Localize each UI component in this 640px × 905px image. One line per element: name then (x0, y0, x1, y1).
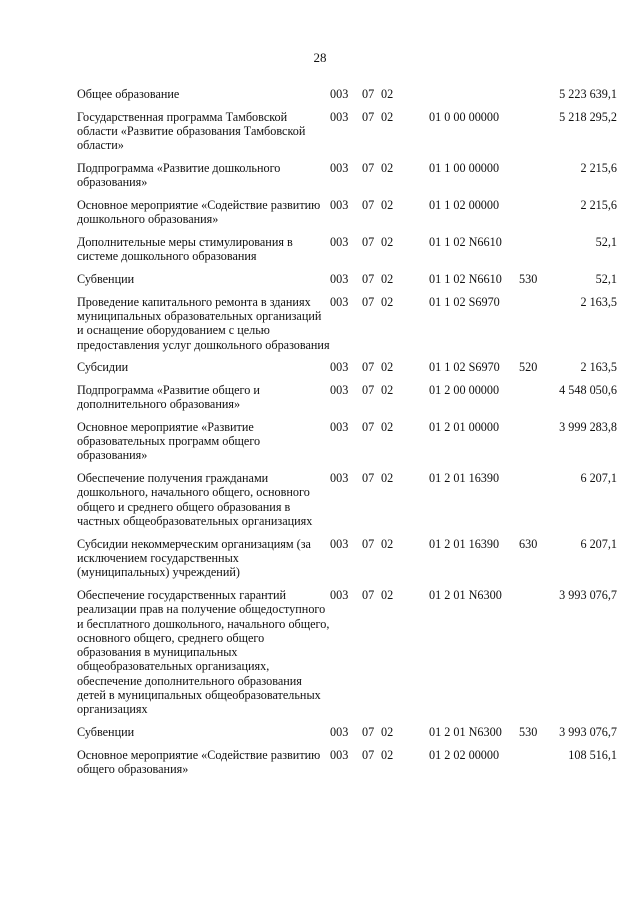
row-subsection-code: 02 (381, 234, 394, 249)
row-section-code: 07 (362, 725, 375, 740)
row-ministry-code: 003 (330, 197, 349, 212)
row-amount: 6 207,1 (580, 471, 617, 486)
table-row (77, 272, 622, 286)
table-row (77, 360, 622, 374)
row-section-code: 07 (362, 271, 375, 286)
row-name: Основное мероприятие «Развитие образовательных программ общего образования» (77, 419, 261, 463)
row-section-code: 07 (362, 419, 375, 434)
row-section-code: 07 (362, 588, 375, 602)
row-ministry-code: 003 (330, 536, 349, 551)
table-row (77, 537, 622, 580)
row-ministry-code: 003 (330, 271, 349, 286)
row-subsection-code: 02 (381, 360, 394, 375)
row-ministry-code: 003 (330, 419, 349, 434)
row-subsection-code: 02 (381, 747, 394, 762)
row-amount: 108 516,1 (568, 747, 617, 762)
budget-table (77, 87, 622, 785)
row-name: Основное мероприятие «Содействие развитию дошкольного образования» (77, 197, 321, 227)
row-amount: 2 215,6 (580, 197, 617, 212)
row-amount: 3 993 076,7 (559, 588, 617, 602)
row-expense-type: 630 (519, 536, 538, 551)
row-target-code: 01 1 02 S6970 (429, 294, 500, 309)
row-target-code: 01 2 01 16390 (429, 536, 500, 551)
row-target-code: 01 1 02 S6970 (429, 360, 500, 375)
row-target-code: 01 1 02 N6610 (429, 271, 502, 286)
row-expense-type: 530 (519, 271, 538, 286)
page-number: 28 (313, 50, 327, 65)
table-row (77, 87, 622, 101)
row-expense-type: 530 (519, 725, 538, 740)
row-amount: 2 163,5 (580, 294, 617, 309)
row-amount: 3 993 076,7 (559, 725, 617, 740)
row-expense-type: 520 (519, 360, 538, 375)
row-name: Субвенции (77, 271, 135, 286)
row-target-code: 01 1 02 00000 (429, 197, 500, 212)
row-amount: 4 548 050,6 (559, 382, 617, 397)
row-subsection-code: 02 (381, 588, 394, 602)
row-target-code: 01 0 00 00000 (429, 109, 500, 124)
row-subsection-code: 02 (381, 725, 394, 740)
row-subsection-code: 02 (381, 294, 394, 309)
row-name: Проведение капитального ремонта в зданиях муниципальных образовательных организаций и оснащение оборудованием с целью предоставления услуг дошкольного образования (77, 294, 330, 352)
row-ministry-code: 003 (330, 382, 349, 397)
row-subsection-code: 02 (381, 271, 394, 286)
row-name: Государственная программа Тамбовской области «Развитие образования Тамбовской области» (77, 109, 306, 153)
row-amount: 2 163,5 (580, 360, 617, 375)
row-amount: 6 207,1 (580, 536, 617, 551)
row-name: Обеспечение получения гражданами дошкольного, начального общего, основного общего и среднего общего образования в частных общеобразовательных организациях (77, 471, 313, 529)
table-row (77, 588, 622, 717)
row-target-code: 01 2 01 00000 (429, 419, 500, 434)
row-target-code: 01 2 01 N6300 (429, 588, 502, 602)
table-row (77, 235, 622, 264)
table-row (77, 161, 622, 190)
row-ministry-code: 003 (330, 588, 349, 602)
row-section-code: 07 (362, 294, 375, 309)
table-row (77, 110, 622, 153)
row-target-code: 01 1 02 N6610 (429, 234, 502, 249)
row-section-code: 07 (362, 197, 375, 212)
table-row (77, 198, 622, 227)
row-name: Обеспечение государственных гарантий реализации прав на получение общедоступного и бесплатного дошкольного, начального общего, основного общего, среднего общего образования в муниципальных общеобразовательных организациях, обеспечение дополнительного образования детей в муниципальных общеобразовательных организациях (77, 588, 330, 717)
row-section-code: 07 (362, 234, 375, 249)
row-name: Подпрограмма «Развитие общего и дополнительного образования» (77, 382, 260, 412)
row-section-code: 07 (362, 87, 375, 101)
row-subsection-code: 02 (381, 109, 394, 124)
row-name: Общее образование (77, 87, 180, 101)
table-row (77, 725, 622, 739)
row-section-code: 07 (362, 382, 375, 397)
row-target-code: 01 2 02 00000 (429, 747, 500, 762)
row-subsection-code: 02 (381, 471, 394, 486)
row-target-code: 01 1 00 00000 (429, 160, 500, 175)
row-subsection-code: 02 (381, 87, 394, 101)
row-section-code: 07 (362, 471, 375, 486)
row-ministry-code: 003 (330, 747, 349, 762)
row-name: Дополнительные меры стимулирования в системе дошкольного образования (77, 234, 293, 264)
row-name: Подпрограмма «Развитие дошкольного образования» (77, 160, 281, 190)
row-target-code: 01 2 01 N6300 (429, 725, 502, 740)
table-row (77, 295, 622, 352)
row-section-code: 07 (362, 360, 375, 375)
table-row (77, 748, 622, 777)
row-ministry-code: 003 (330, 160, 349, 175)
row-section-code: 07 (362, 109, 375, 124)
row-ministry-code: 003 (330, 87, 349, 101)
row-amount: 52,1 (595, 234, 617, 249)
row-subsection-code: 02 (381, 382, 394, 397)
row-subsection-code: 02 (381, 197, 394, 212)
row-amount: 3 999 283,8 (559, 419, 617, 434)
row-name: Субвенции (77, 725, 135, 740)
row-amount: 52,1 (595, 271, 617, 286)
row-subsection-code: 02 (381, 419, 394, 434)
row-name: Субсидии некоммерческим организациям (за исключением государственных (муниципальных) учреждений) (77, 536, 311, 580)
table-row (77, 471, 622, 528)
row-ministry-code: 003 (330, 294, 349, 309)
row-amount: 5 223 639,1 (559, 87, 617, 101)
row-subsection-code: 02 (381, 536, 394, 551)
row-ministry-code: 003 (330, 360, 349, 375)
row-target-code: 01 2 00 00000 (429, 382, 500, 397)
row-ministry-code: 003 (330, 471, 349, 486)
row-amount: 5 218 295,2 (559, 109, 617, 124)
row-name: Субсидии (77, 360, 129, 375)
row-name: Основное мероприятие «Содействие развитию общего образования» (77, 747, 321, 777)
table-row (77, 383, 622, 412)
row-ministry-code: 003 (330, 234, 349, 249)
row-section-code: 07 (362, 536, 375, 551)
row-amount: 2 215,6 (580, 160, 617, 175)
row-subsection-code: 02 (381, 160, 394, 175)
row-ministry-code: 003 (330, 109, 349, 124)
row-target-code: 01 2 01 16390 (429, 471, 500, 486)
table-row (77, 420, 622, 463)
row-ministry-code: 003 (330, 725, 349, 740)
row-section-code: 07 (362, 747, 375, 762)
row-section-code: 07 (362, 160, 375, 175)
